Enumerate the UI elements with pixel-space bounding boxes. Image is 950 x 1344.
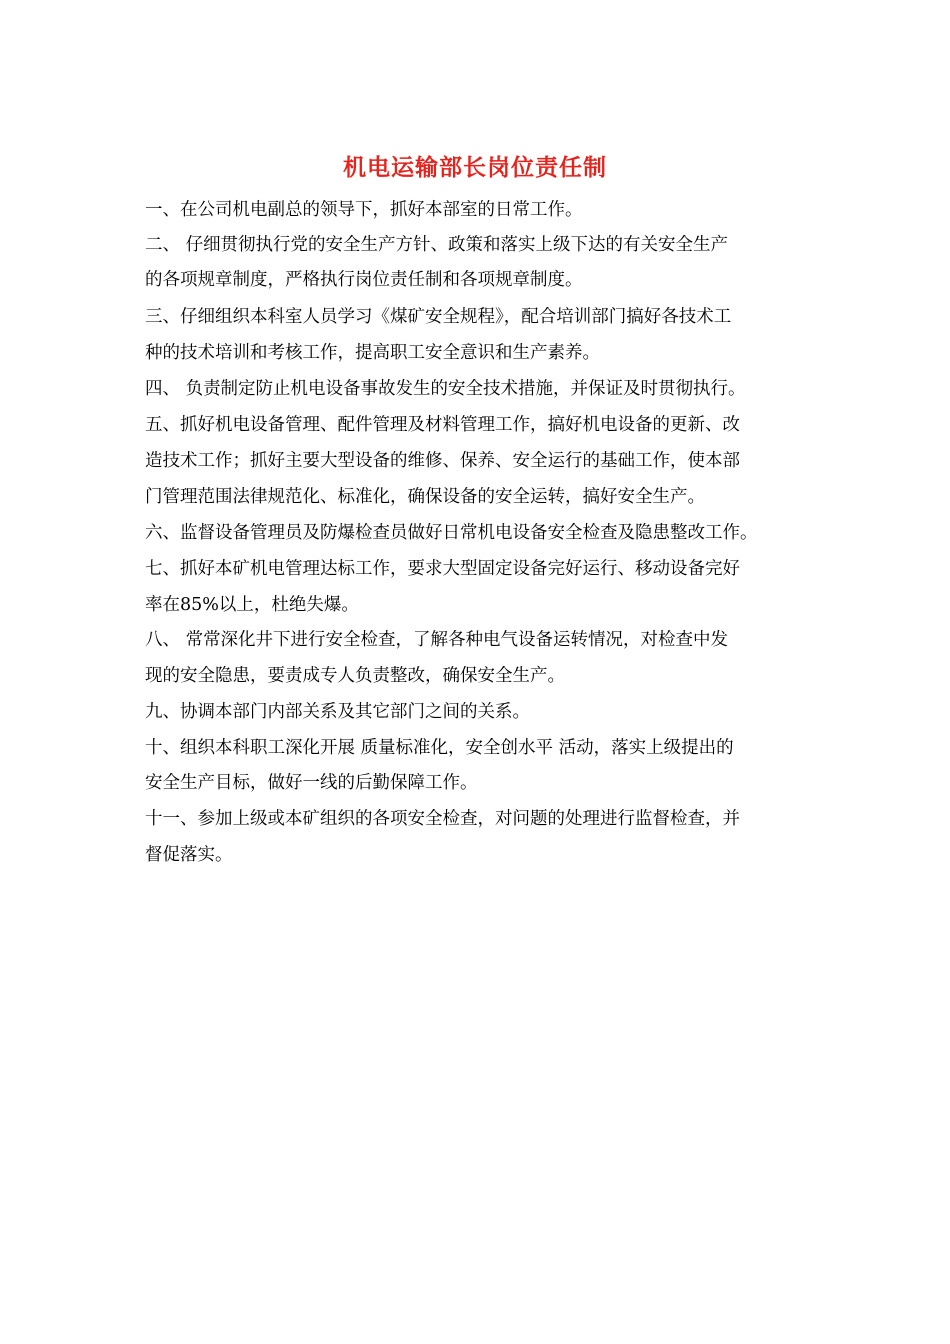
- text-line: 十、组织本科职工深化开展 质量标准化，安全创水平 活动，落实上级提出的: [145, 738, 734, 758]
- text-line: 四、 负责制定防止机电设备事故发生的安全技术措施，并保证及时贯彻执行。: [145, 379, 746, 399]
- document-title: 机电运输部长岗位责任制: [343, 154, 607, 181]
- text-line: 三、仔细组织本科室人员学习《煤矿安全规程》，配合培训部门搞好各技术工: [145, 307, 732, 327]
- text-line: 二、 仔细贯彻执行党的安全生产方针、政策和落实上级下达的有关安全生产: [145, 235, 729, 255]
- text-line: 安全生产目标，做好一线的后勤保障工作。: [145, 773, 478, 793]
- text-line: 种的技术培训和考核工作，提高职工安全意识和生产素养。: [145, 343, 600, 363]
- text-line: 七、抓好本矿机电管理达标工作，要求大型固定设备完好运行、移动设备完好: [145, 559, 740, 579]
- text-line: 现的安全隐患，要责成专人负责整改，确保安全生产。: [145, 666, 565, 686]
- text-line: 造技术工作；抓好主要大型设备的维修、保养、安全运行的基础工作，使本部: [145, 451, 740, 471]
- text-line: 十一、参加上级或本矿组织的各项安全检查，对问题的处理进行监督检查，并: [145, 809, 740, 829]
- text-line: 的各项规章制度，严格执行岗位责任制和各项规章制度。: [145, 270, 583, 290]
- text-line: 率在85%以上，杜绝失爆。: [145, 595, 359, 615]
- text-line: 九、协调本部门内部关系及其它部门之间的关系。: [145, 702, 530, 722]
- text-line: 督促落实。: [145, 845, 233, 865]
- text-line: 门管理范围法律规范化、标准化，确保设备的安全运转，搞好安全生产。: [145, 487, 705, 507]
- text-line: 一、在公司机电副总的领导下，抓好本部室的日常工作。: [145, 200, 583, 220]
- text-line: 八、 常常深化井下进行安全检查，了解各种电气设备运转情况，对检查中发: [145, 630, 729, 650]
- text-line: 五、抓好机电设备管理、配件管理及材料管理工作，搞好机电设备的更新、改: [145, 415, 740, 435]
- text-line: 六、监督设备管理员及防爆检查员做好日常机电设备安全检查及隐患整改工作。: [145, 523, 758, 543]
